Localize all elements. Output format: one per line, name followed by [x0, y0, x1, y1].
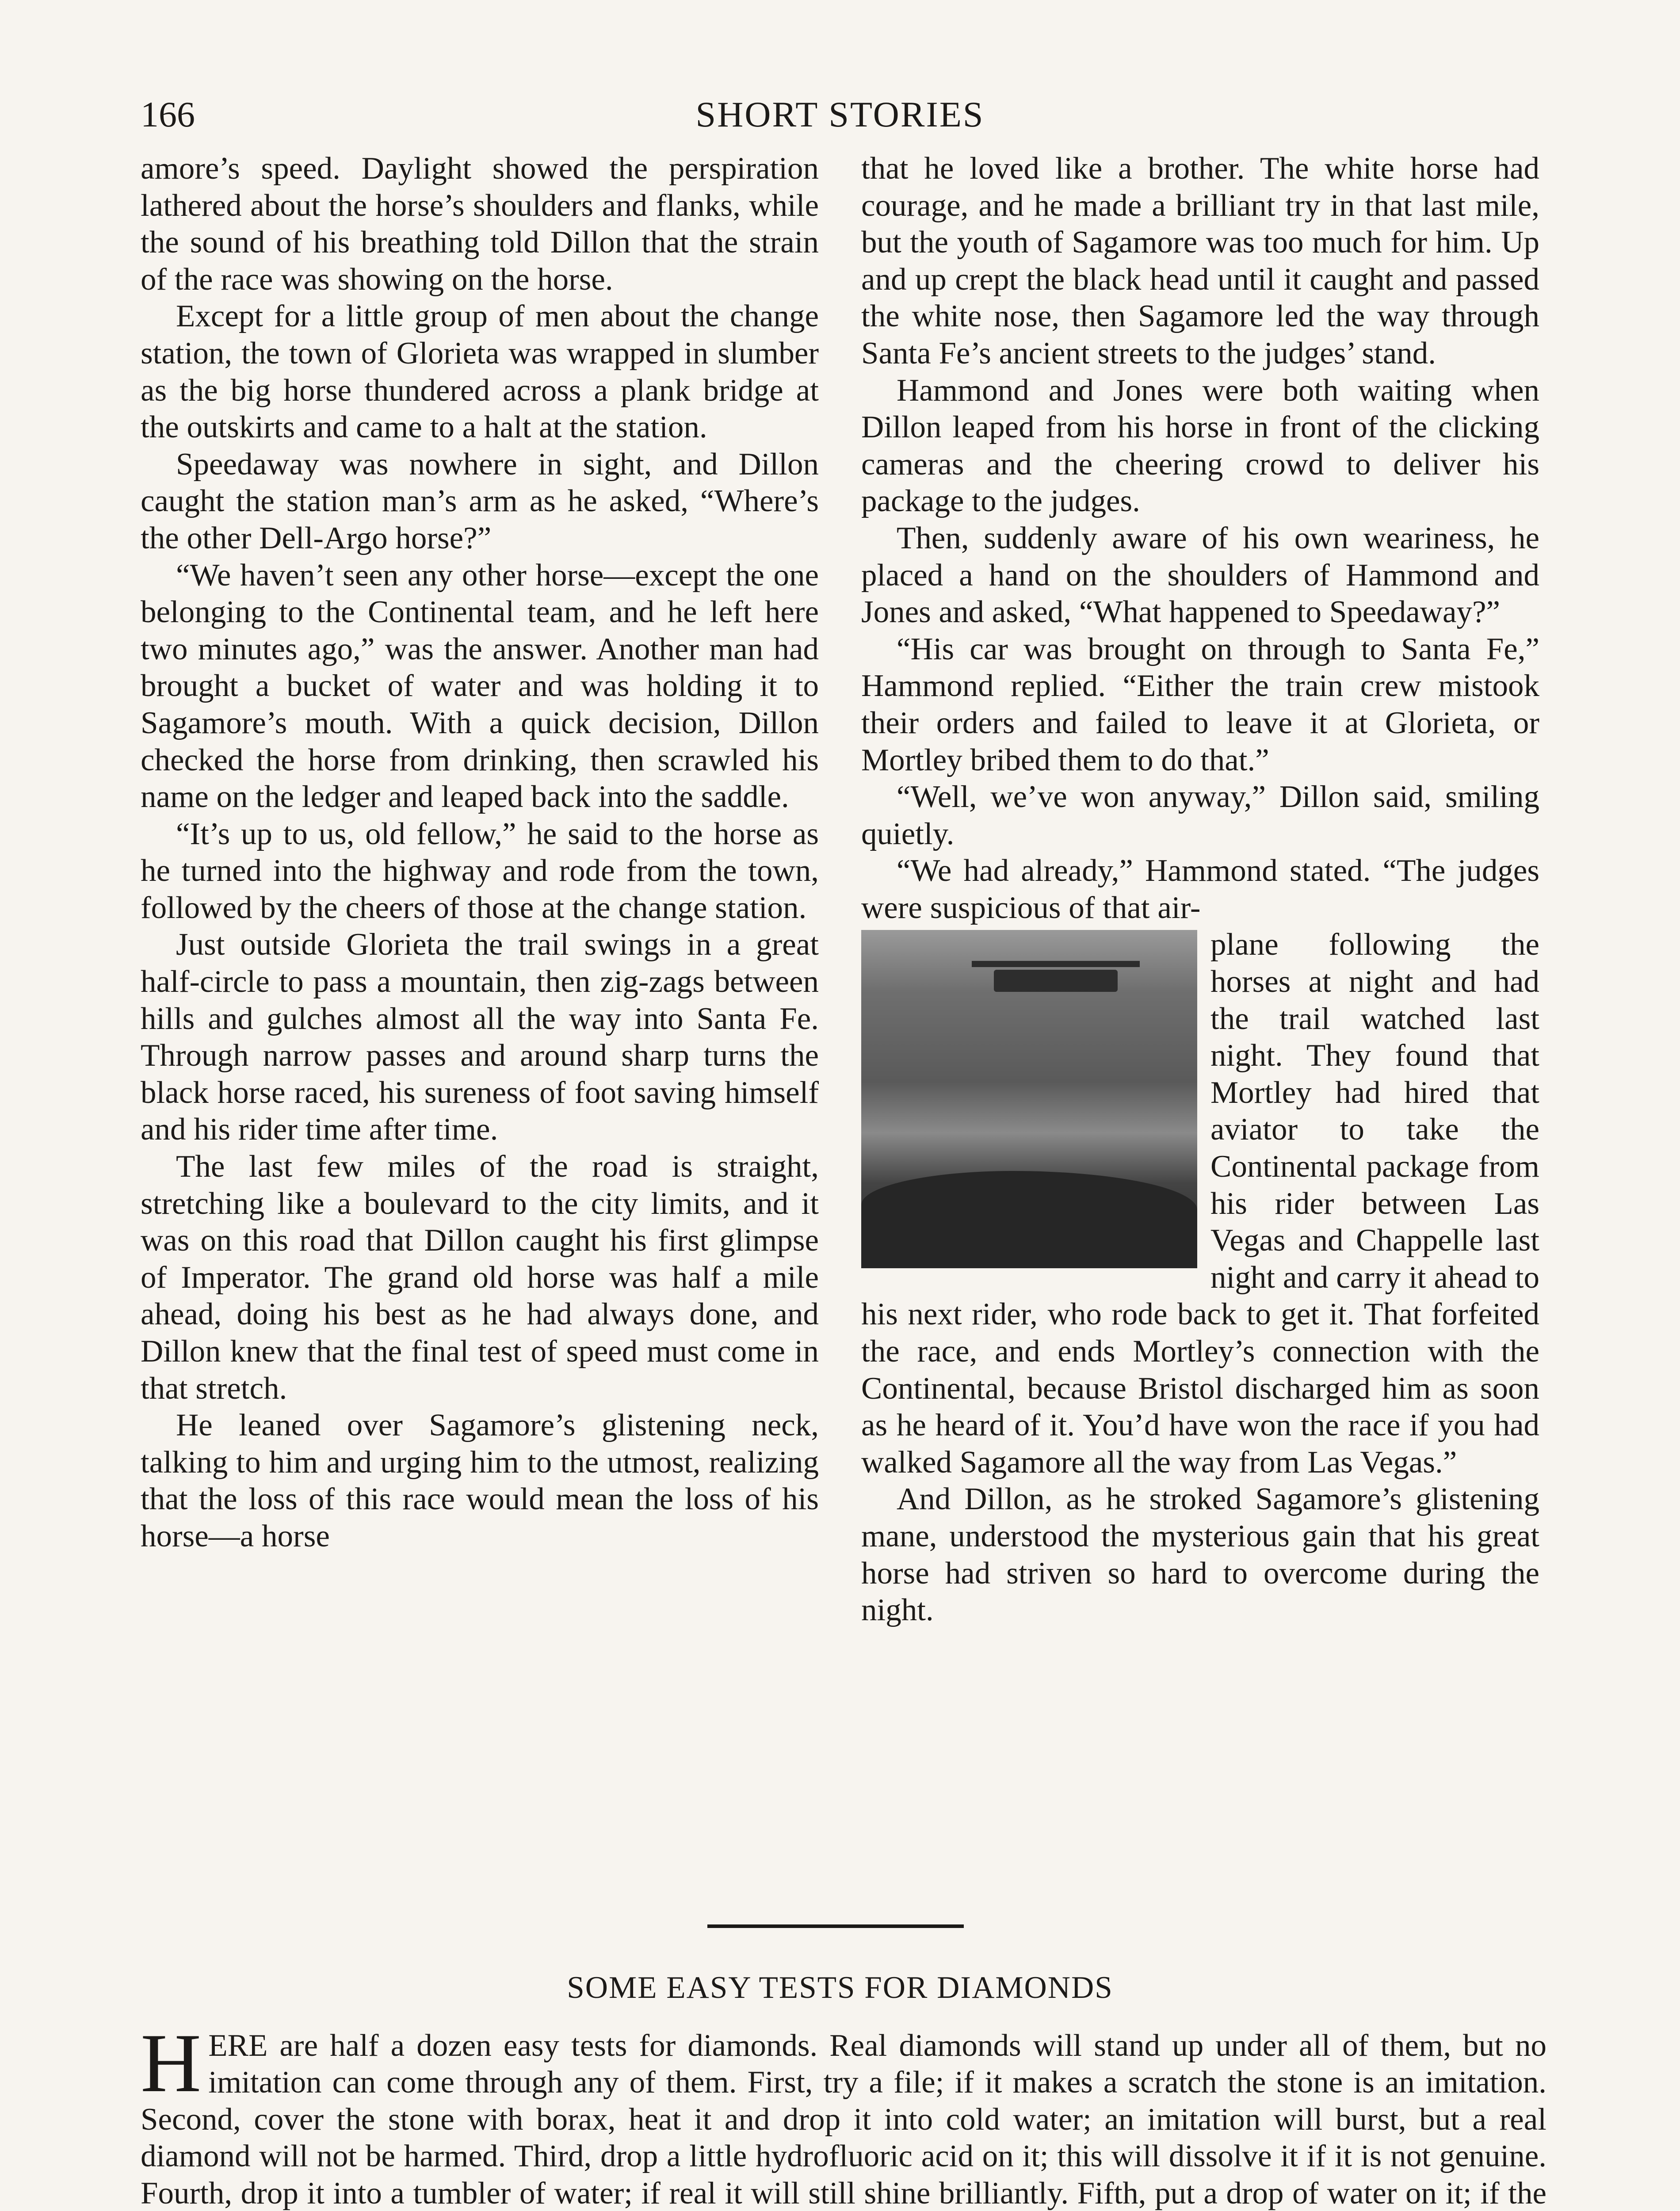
- story-paragraph: amore’s speed. Daylight showed the perspiration lathered about the horse’s shoulders and flanks, while the sound of his breathing told Dillon that the strain of the race was showing on the horse.: [141, 151, 819, 297]
- article-body: [141, 2017, 1546, 2211]
- airplane-icon: [994, 970, 1118, 992]
- section-divider: [707, 1924, 964, 1928]
- article-text: ERE are half a dozen easy tests for diamonds. Real diamonds will stand up under all of them, but no imitation can come through any of them. First, try a file; if it makes a scratch the stone is an imitation. Second, cover the stone with borax, heat it and drop it into cold water; an imitation will burst, but a real diamond will not be harmed. Third, drop a little hydrofluoric acid on it; this will dissolve it if it is not genuine. Fourth, drop it into a tumbler of water; if real it will still shine brilliantly. Fifth, put a drop of water on it; if the: [141, 2028, 1546, 2211]
- story-paragraph: And Dillon, as he stroked Sagamore’s glistening mane, understood the mysterious gain that his great horse had striven so hard to overcome during the night.: [861, 1482, 1539, 1628]
- story-paragraph: The last few miles of the road is straight, stretching like a boulevard to the city limits, and it was on this road that Dillon caught his first glimpse of Imperator. The grand old horse was half a mile ahead, doing his best as he had always done, and Dillon knew that the final test of speed must come in that stretch.: [141, 1149, 819, 1406]
- story-paragraph: “We had already,” Hammond stated. “The judges were suspicious of that air-: [861, 853, 1539, 925]
- story-paragraph: “His car was brought on through to Santa Fe,” Hammond replied. “Either the train crew mistook their orders and failed to leave it at Glorieta, or Mortley bribed them to do that.”: [861, 631, 1539, 777]
- story-paragraph: “We haven’t seen any other horse—except the one belonging to the Continental team, and he left here two minutes ago,” was the answer. Another man had brought a bucket of water and was holding it to Sagamore’s mouth. With a quick decision, Dillon checked the horse from drinking, then scrawled his name on the ledger and leaped back into the saddle.: [141, 558, 819, 815]
- story-paragraph: plane following the horses at night and had the trail watched last night. They found that Mortley had hired that aviator to take the Continental package from his rider between Las Vegas and Chappelle last night and carry it ahead to his next rider, who rode back to get it. That forfeited the race, and ends Mortley’s connection with the Continental, because Bristol discharged him as soon as he heard of it. You’d have won the race if you had walked Sagamore all the way from Las Vegas.”: [861, 927, 1539, 1480]
- hills-silhouette: [861, 1171, 1197, 1268]
- story-paragraph: “It’s up to us, old fellow,” he said to the horse as he turned into the highway and rode from the town, followed by the cheers of those at the change station.: [141, 816, 819, 925]
- story-paragraph: Hammond and Jones were both waiting when Dillon leaped from his horse in front of the clicking cameras and the cheering crowd to deliver his package to the judges.: [861, 373, 1539, 519]
- story-paragraph: that he loved like a brother. The white horse had courage, and he made a brilliant try in that last mile, but the youth of Sagamore was too much for him. Up and up crept the black head until it caught and passed the white nose, then Sagamore led the way through Santa Fe’s ancient streets to the judges’ stand.: [861, 151, 1539, 371]
- story-paragraph: He leaned over Sagamore’s glistening neck, talking to him and urging him to the utmost, realizing that the loss of this race would mean the loss of his horse—a horse: [141, 1408, 819, 1553]
- airplane-wing: [972, 961, 1140, 967]
- page-number: 166: [141, 94, 195, 134]
- story-paragraph: “Well, we’ve won anyway,” Dillon said, smiling quietly.: [861, 780, 1539, 851]
- story-paragraph: Speedaway was nowhere in sight, and Dillon caught the station man’s arm as he asked, “Where’s the other Dell-Argo horse?”: [141, 447, 819, 555]
- story-paragraph: Except for a little group of men about the change station, the town of Glorieta was wrapped in slumber as the big horse thundered across a plank bridge at the outskirts and came to a halt at the station.: [141, 299, 819, 445]
- story-paragraph: Just outside Glorieta the trail swings in a great half-circle to pass a mountain, then zig-zags between hills and gulches almost all the way into Santa Fe. Through narrow passes and around sharp turns the black horse raced, his sureness of foot saving himself and his rider time after time.: [141, 927, 819, 1147]
- running-head: SHORT STORIES: [695, 94, 985, 134]
- story-right-column: [861, 150, 1539, 1629]
- article-title: SOME EASY TESTS FOR DIAMONDS: [567, 1970, 1113, 2005]
- airplane-illustration: [861, 930, 1197, 1268]
- story-left-column: [141, 150, 819, 1555]
- drop-cap: H: [141, 2017, 202, 2110]
- story-paragraph: Then, suddenly aware of his own weariness, he placed a hand on the shoulders of Hammond and Jones and asked, “What happened to Speedaway?”: [861, 520, 1539, 630]
